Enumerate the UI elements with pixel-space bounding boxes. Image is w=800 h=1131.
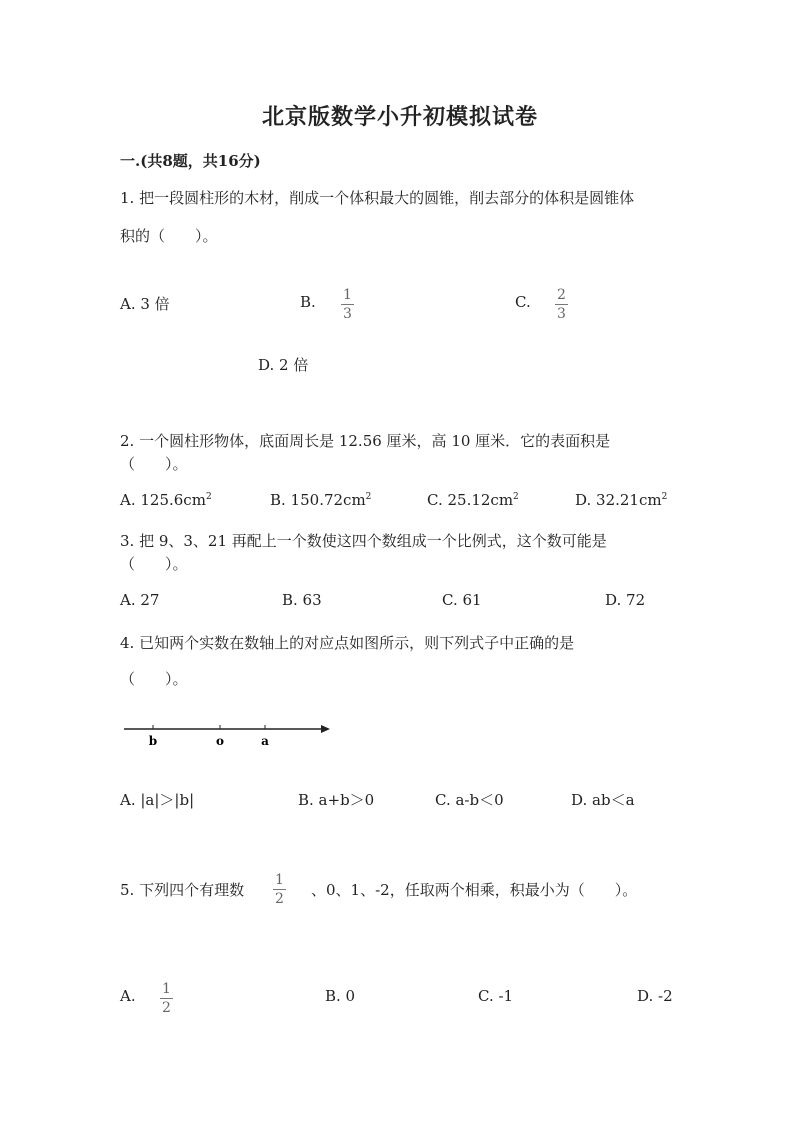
q3-stem-line2: （ ）。 (120, 555, 188, 573)
q3-option-d[interactable]: D. 72 (605, 591, 646, 609)
q3-stem-line1: 3. 把 9、3、21 再配上一个数使这四个数组成一个比例式，这个数可能是 (120, 532, 607, 550)
q5-option-b[interactable]: B. 0 (325, 987, 356, 1005)
number-line (120, 715, 335, 750)
q3-option-b[interactable]: B. 63 (282, 591, 322, 609)
q4-stem-line2: （ ）。 (120, 670, 188, 688)
q5-stem-fraction (273, 873, 286, 906)
number-line-arrow-icon (321, 725, 330, 733)
fraction-denominator: 3 (343, 306, 352, 322)
fraction-denominator: 2 (275, 891, 284, 907)
section-heading: 一.(共8题，共16分) (120, 152, 261, 170)
q1-option-d[interactable]: D. 2 倍 (258, 356, 309, 374)
q3-option-c[interactable]: C. 61 (442, 591, 482, 609)
fraction-denominator: 2 (162, 1000, 171, 1016)
q5-stem-prefix: 5. 下列四个有理数 (120, 881, 245, 899)
fraction-numerator: 1 (162, 981, 171, 997)
q2-option-d[interactable]: D. $32.21cm^2$ (575, 491, 668, 509)
q2-stem-line2: （ ）。 (120, 455, 188, 473)
page-title: 北京版数学小升初模拟试卷 (261, 104, 538, 130)
fraction-numerator: 1 (275, 872, 284, 888)
q1-option-b-label[interactable]: B. (300, 293, 316, 311)
q4-option-c[interactable]: C. a-b＜0 (435, 791, 504, 809)
q5-option-a-label[interactable]: A. (120, 987, 136, 1005)
q4-option-d[interactable]: D. ab＜a (571, 791, 635, 809)
q5-option-a-fraction (160, 982, 173, 1015)
q5-option-d[interactable]: D. -2 (637, 987, 673, 1005)
axis-label-a: a (261, 734, 269, 748)
q1-option-a[interactable]: A. 3 倍 (120, 295, 170, 313)
q1-option-b-fraction (341, 288, 354, 321)
q1-option-c-fraction (555, 288, 568, 321)
q1-stem-line1: 1. 把一段圆柱形的木材，削成一个体积最大的圆锥，削去部分的体积是圆锥体 (120, 189, 635, 207)
axis-label-o: o (215, 734, 225, 748)
q4-option-b[interactable]: B. a+b＞0 (298, 791, 375, 809)
fraction-numerator: 2 (557, 287, 566, 303)
q5-stem-suffix: 、0、1、-2，任取两个相乘，积最小为（ ）。 (311, 881, 638, 899)
q2-option-a[interactable]: A. $125.6cm^2$ (120, 491, 212, 509)
q2-option-c[interactable]: C. $25.12cm^2$ (427, 491, 519, 509)
fraction-numerator: 1 (343, 287, 352, 303)
q5-option-c[interactable]: C. -1 (478, 987, 514, 1005)
q4-option-a[interactable]: A. |a|＞|b| (120, 791, 195, 809)
q1-option-c-label[interactable]: C. (515, 293, 531, 311)
fraction-denominator: 3 (557, 306, 566, 322)
axis-label-b: b (148, 734, 158, 748)
q2-stem-line1: 2. 一个圆柱形物体，底面周长是 12.56 厘米，高 10 厘米．它的表面积是 (120, 432, 611, 450)
q1-stem-line2: 积的（ ）。 (120, 227, 218, 245)
q2-option-b[interactable]: B. $150.72cm^2$ (270, 491, 372, 509)
q4-stem-line1: 4. 已知两个实数在数轴上的对应点如图所示，则下列式子中正确的是 (120, 634, 575, 652)
q3-option-a[interactable]: A. 27 (120, 591, 160, 609)
